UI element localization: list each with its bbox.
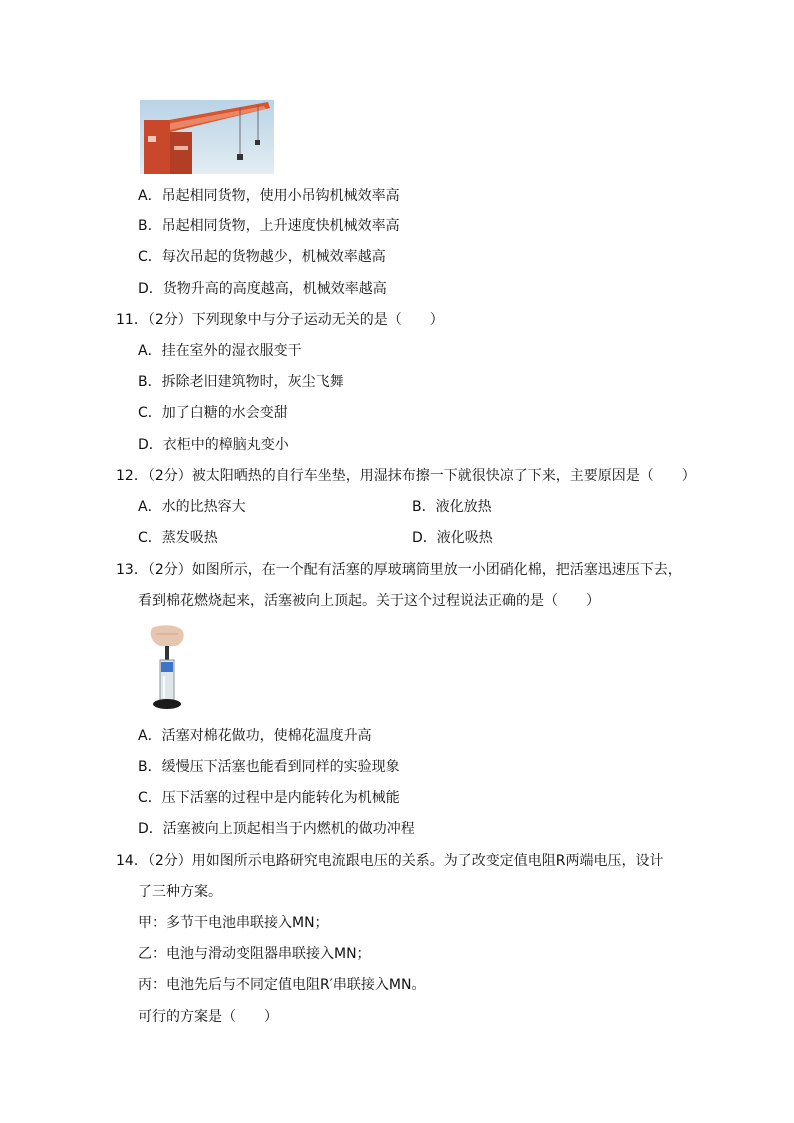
q10-option-c: C．每次吊起的货物越少，机械效率越高 <box>138 249 386 265</box>
q10-option-d: D．货物升高的高度越高，机械效率越高 <box>138 281 387 297</box>
q13-option-a: A．活塞对棉花做功，使棉花温度升高 <box>138 728 372 744</box>
q14-plan-yi: 乙：电池与滑动变阻器串联接入MN； <box>138 946 371 962</box>
q14-stem-line1: 14．（2分）用如图所示电路研究电流跟电压的关系。为了改变定值电阻R两端电压，设计 <box>116 853 664 869</box>
q10-option-b: B．吊起相同货物，上升速度快机械效率高 <box>138 218 400 234</box>
q10-option-a: A．吊起相同货物，使用小吊钩机械效率高 <box>138 188 400 204</box>
q14-stem-line2: 了三种方案。 <box>138 884 222 900</box>
q13-option-d: D．活塞被向上顶起相当于内燃机的做功冲程 <box>138 821 415 837</box>
q13-option-c: C．压下活塞的过程中是内能转化为机械能 <box>138 790 400 806</box>
q12-option-a: A．水的比热容大 <box>138 499 246 515</box>
q13-option-b: B．缓慢压下活塞也能看到同样的实验现象 <box>138 759 400 775</box>
q13-stem-line2: 看到棉花燃烧起来，活塞被向上顶起。关于这个过程说法正确的是（ ） <box>138 593 600 609</box>
q14-plan-jia: 甲：多节干电池串联接入MN； <box>138 915 329 931</box>
q11-option-d: D．衣柜中的樟脑丸变小 <box>138 437 289 453</box>
q14-ask: 可行的方案是（ ） <box>138 1009 278 1025</box>
q12-stem: 12．（2分）被太阳晒热的自行车坐垫，用湿抹布擦一下就很快凉了下来，主要原因是（ ） <box>116 468 696 484</box>
piston-cylinder-photo <box>146 624 190 712</box>
crane-photo <box>140 100 274 174</box>
q12-option-c: C．蒸发吸热 <box>138 530 218 546</box>
q11-option-a: A．挂在室外的湿衣服变干 <box>138 343 302 359</box>
q11-stem: 11．（2分）下列现象中与分子运动无关的是（ ） <box>116 312 444 328</box>
q11-option-b: B．拆除老旧建筑物时，灰尘飞舞 <box>138 374 344 390</box>
q13-stem-line1: 13．（2分）如图所示，在一个配有活塞的厚玻璃筒里放一小团硝化棉，把活塞迅速压下去， <box>116 562 682 578</box>
q12-option-d: D．液化吸热 <box>412 530 493 546</box>
q12-option-b: B．液化放热 <box>412 499 492 515</box>
q14-plan-bing: 丙：电池先后与不同定值电阻R′串联接入MN。 <box>138 977 426 993</box>
q11-option-c: C．加了白糖的水会变甜 <box>138 405 288 421</box>
